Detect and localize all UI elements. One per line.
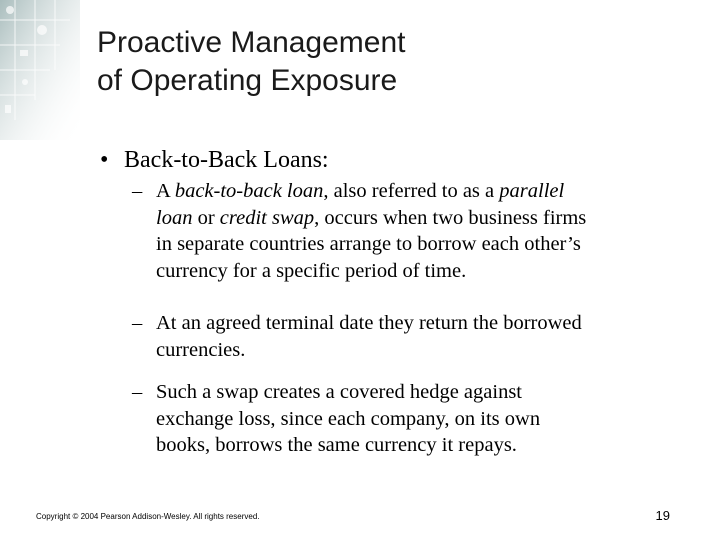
sub-bullet-1-line-2 (132, 205, 672, 232)
sub-bullet-marker: – (132, 381, 143, 403)
bullet-marker: • (100, 147, 109, 173)
term-parallel: parallel (499, 180, 565, 202)
term-back-to-back-loan: back-to-back loan (174, 180, 324, 202)
sub-bullet-1 (132, 178, 672, 284)
text-segment: , occurs when two business firms (314, 206, 587, 229)
corner-decoration (0, 0, 80, 140)
title-line-1: Proactive Management (97, 26, 406, 59)
text-segment: A (156, 180, 175, 202)
sub-bullet-2-line-2: currencies. (156, 338, 246, 361)
sub-bullet-marker: – (132, 180, 143, 202)
term-credit-swap: credit swap (219, 206, 315, 229)
sub-bullet-3 (132, 379, 672, 459)
text-segment: At an agreed terminal date they return the borrowed (156, 312, 582, 334)
bullet-text: Back-to-Back Loans: (124, 147, 329, 173)
text-segment: or (192, 206, 220, 229)
sub-bullet-3-line-1 (132, 379, 672, 406)
main-bullet (100, 145, 329, 175)
term-loan: loan (156, 206, 193, 229)
title-line-2: of Operating Exposure (97, 64, 398, 97)
sub-bullet-1-line-4: currency for a specific period of time. (156, 259, 467, 282)
text-segment: Such a swap creates a covered hedge against (156, 381, 522, 403)
sub-bullet-1-line-3: in separate countries arrange to borrow each other’s (156, 233, 581, 255)
sub-bullet-marker: – (132, 312, 143, 334)
copyright-notice: Copyright © 2004 Pearson Addison-Wesley. All rights reserved. (36, 512, 260, 521)
decorative-pattern-image (0, 0, 80, 140)
sub-bullet-3-line-3: books, borrows the same currency it repays. (156, 434, 517, 456)
sub-bullet-2-line-1 (132, 310, 672, 337)
page-number: 19 (655, 508, 670, 523)
slide-title (97, 24, 657, 100)
text-segment: , also referred to as a (323, 180, 500, 202)
sub-bullet-3-line-2: exchange loss, since each company, on its own (156, 407, 541, 430)
sub-bullet-2 (132, 310, 672, 363)
sub-bullet-1-line-1 (132, 178, 672, 205)
